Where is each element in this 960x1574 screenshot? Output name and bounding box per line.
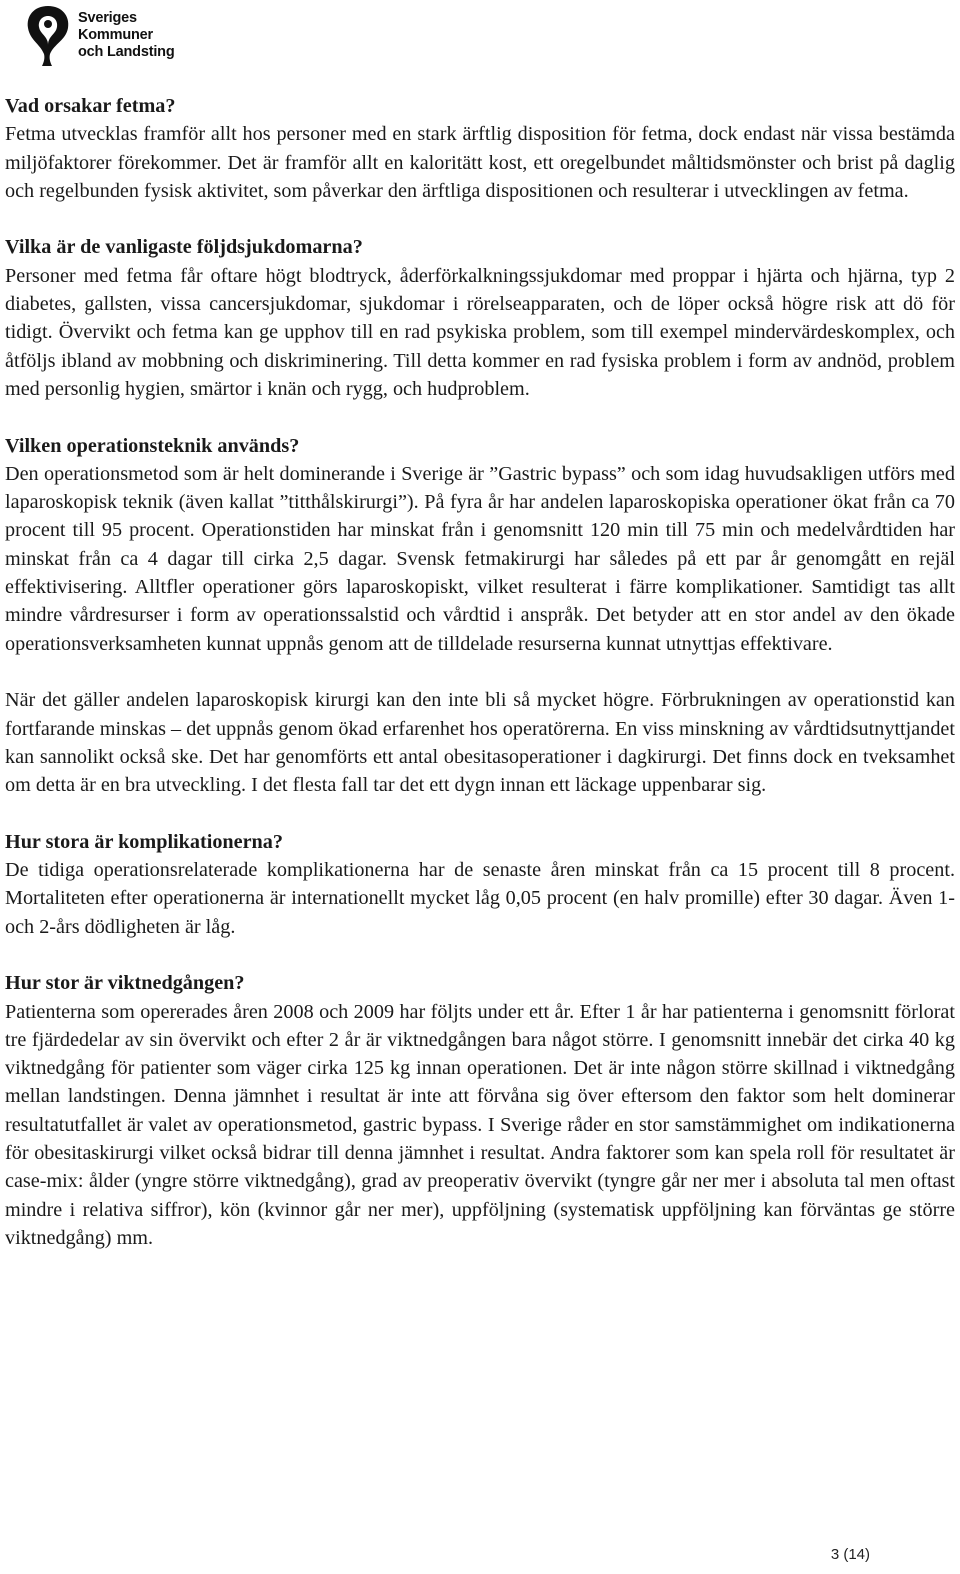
section-heading: Hur stor är viktnedgången? [5, 972, 245, 995]
section-paragraph: Patienterna som opererades åren 2008 och 2009 har följts under ett år. Efter 1 år har patienterna i genomsnitt förlorat tre fjärdedelar av sin övervikt och efter 2 år är viktnedgången bara något större. I genomsnitt innebär det cirka 40 kg viktnedgång för patienter som väger cirka 125 kg innan operationen. Det är inte någon större skillnad i viktnedgång mellan landstingen. Denna jämnhet i resultat är inte att förvåna sig över eftersom den faktor som helt dominerar resultatutfallet är valet av operationsmetod, gastric bypass. I Sverige råder en stor samstämmighet om indikationerna för obesitaskirurgi vilket också bidrar till denna jämnhet i resultat. Andra faktorer som kan spela roll för resultatet är case-mix: ålder (yngre större viktnedgång), grad av preoperativ övervikt (tyngre går ner mer i absoluta tal men oftast mindre i relativa siffror), kön (kvinnor går ner mer), uppföljning (systematisk uppföljning kan förväntas ge större viktnedgång) mm. [5, 1000, 955, 1249]
skl-logo [22, 2, 192, 68]
section-heading: Vad orsakar fetma? [5, 95, 176, 117]
page-number: 3 (14) [830, 1546, 870, 1563]
section-paragraph: De tidiga operationsrelaterade komplikationerna har de senaste åren minskat från ca 15 procent till 8 procent. Mortaliteten efter operationerna är internationellt mycket låg 0,05 procent (en halv promille) efter 30 dagar. Även 1- och 2-års dödligheten är låg. [5, 859, 955, 938]
section-paragraph: När det gäller andelen laparoskopisk kirurgi kan den inte bli så mycket högre. Förbrukningen av operationstid kan fortfarande minskas – det uppnås genom ökad erfarenhet hos operatörerna. En viss minskning av vårdtidsutnyttjandet kan sannolikt också ske. Det har genomförts ett antal obesitasoperationer i dagkirurgi. Det finns dock en tveksamhet om detta är en bra utveckling. I det flesta fall tar det ett dygn innan ett läckage uppenbarar sig. [5, 689, 955, 797]
logo-line-2: Kommuner [78, 27, 153, 43]
section-foljdsjukdomar [5, 233, 955, 403]
logo-line-1: Sveriges [78, 10, 137, 26]
document-body [5, 92, 955, 1280]
section-heading: Vilken operationsteknik används? [5, 434, 300, 457]
section-orsaker [5, 92, 955, 205]
section-komplikationer [5, 828, 955, 941]
logo-line-3: och Landsting [78, 44, 175, 60]
skl-emblem-icon [22, 2, 74, 68]
section-viktnedgang [5, 969, 955, 1252]
section-paragraph: Personer med fetma får oftare högt blodtryck, åderförkalkningssjukdomar med proppar i hjärta och hjärna, typ 2 diabetes, gallsten, vissa cancersjukdomar, sjukdomar i rörelseapparaten, och de löper också högre risk att dö för tidigt. Övervikt och fetma kan ge upphov till en rad psykiska problem, som till exempel mindervärdeskomplex, och åtföljs ibland av mobbning och diskriminering. Till detta kommer en rad fysiska problem i form av andnöd, problem med personlig hygien, smärtor i knän och rygg, och hudproblem. [5, 264, 955, 400]
section-paragraph: Den operationsmetod som är helt dominerande i Sverige är ”Gastric bypass” och som idag huvudsakligen utförs med laparoskopisk teknik (även kallat ”titthålskirurgi”). På fyra år har andelen laparoskopiska operationer ökat från ca 70 procent till 95 procent. Operationstiden har minskat från i genomsnitt 120 min till 75 min och medelvårdtiden har minskat från ca 4 dagar till cirka 2,5 dagar. Svensk fetmakirurgi har således på ett par år genomgått en rejäl effektivisering. Alltfler operationer görs laparoskopiskt, vilket resulterat i färre komplikationer. Samtidigt tas allt mindre vårdresurser i form av operationssalstid och vårdtid i anspråk. Det betyder att en stor andel av den ökade operationsverksamheten kunnat uppnås genom att de tilldelade resurserna kunnat utnyttjas effektivare. [5, 462, 955, 655]
logo-wordmark [78, 10, 174, 61]
section-operationsteknik [5, 432, 955, 800]
section-paragraph: Fetma utvecklas framför allt hos personer med en stark ärftlig disposition för fetma, dock endast när vissa bestämda miljöfaktorer förekommer. Det är framför allt en kaloritätt kost, ett oregelbundet måltidsmönster och brist på daglig och regelbunden fysisk aktivitet, som påverkar den ärftliga dispositionen och resulterar i utvecklingen av fetma. [5, 123, 955, 202]
section-heading: Vilka är de vanligaste följdsjukdomarna? [5, 236, 363, 259]
section-heading: Hur stora är komplikationerna? [5, 830, 283, 853]
